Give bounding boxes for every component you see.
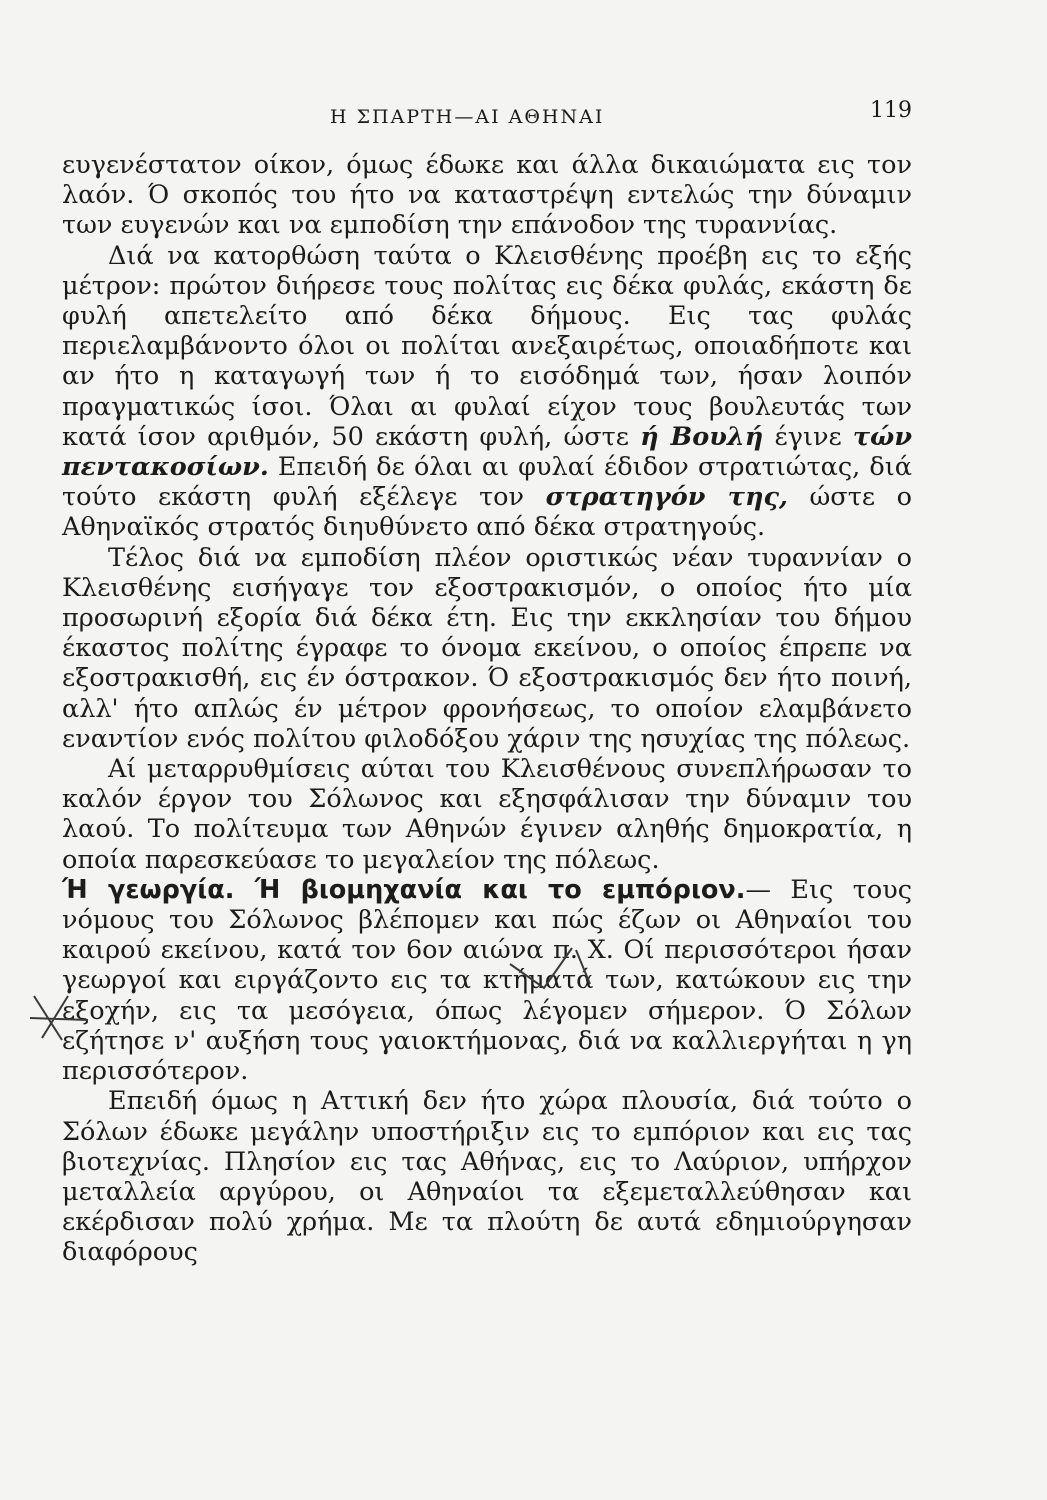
page-body: [62, 150, 912, 1268]
paragraph-reforms: Αί μεταρρυθμίσεις αύται του Κλεισθένους συνεπλήρωσαν το καλόν έργον του Σόλωνος και εξησφάλισαν την δύναμιν του λαού. Το πολίτευμα των Αθηνών έγινεν αληθής δημοκρατία, η οποία παρεσκεύασε το μεγαλείον της πόλεως.: [62, 754, 912, 875]
text-run: Διά να κατορθώση ταύτα ο Κλεισθένης προέβη εις το εξής μέτρον: πρώτον διήρεσε τους πολίτας εις δέκα φυλάς, εκάστη δε φυλή απετελείτο από δέκα δήμους. Εις τας φυλάς περιελαμβάνοντο όλοι οι πολίται ανεξαιρέτως, οποιαδήποτε και αν ήτο η καταγωγή των ή το εισόδημά των, ήσαν λοιπόν πραγματικώς ίσοι. Όλαι αι φυλαί είχον τους βουλευτάς των κατά ίσον αριθμόν, 50 εκάστη φυλή, ώστε: [62, 240, 912, 452]
section-heading: Ή γεωργία. Ή βιομηχανία και το εμπόριον.: [62, 874, 746, 905]
text-run: ώστε ο Αθηναϊκός στρατός διηυθύνετο από δέκα στρατηγούς.: [62, 482, 912, 543]
text-run: έγινε: [774, 421, 842, 452]
text-run: Επειδή δε όλαι αι φυλαί έδιδον στρατιώτας, διά τούτο εκάστη φυλή εξέλεγε τον: [62, 452, 912, 513]
pencil-annotation-check: [508, 944, 598, 990]
paragraph-commerce: Επειδή όμως η Αττική δεν ήτο χώρα πλουσία, διά τούτο ο Σόλων έδωκε μεγάλην υποστήριξιν εις το εμπόριον και εις τας βιοτεχνίας. Πλησίον εις τας Αθήνας, εις το Λαύριον, υπήρχον μεταλλεία αργύρου, οι Αθηναίοι τα εξεμεταλλεύθησαν και εκέρδισαν πολύ χρήμα. Με τα πλούτη δε αυτά εδημιούργησαν διαφόρους: [62, 1086, 912, 1268]
page-number: 119: [870, 98, 912, 123]
paragraph-kleisthenes-tribes: [62, 241, 912, 543]
paragraph-ostracism: Τέλος διά να εμποδίση πλέον οριστικώς νέαν τυραννίαν ο Κλεισθένης εισήγαγε τον εξοστρακισμόν, ο οποίος ήτο μία προσωρινή εξορία διά δέκα έτη. Εις την εκκλησίαν του δήμου έκαστος πολίτης έγραφε το όνομα εκείνου, ο οποίος έπρεπε να εξοστρακισθή, εις έν όστρακον. Ό εξοστρακισμός δεν ήτο ποινή, αλλ' ήτο απλώς έν μέτρον φρονήσεως, το οποίον ελαμβάνετο εναντίον ενός πολίτου φιλοδόξου χάριν της ησυχίας της πόλεως.: [62, 542, 912, 754]
pencil-annotation-mark: [28, 990, 90, 1046]
running-title: Η ΣΠΑΡΤΗ—ΑΙ ΑΘΗΝΑΙ: [330, 106, 605, 128]
paragraph-agriculture: [62, 875, 912, 1086]
text-run: — Εις τους νόμους του Σόλωνος βλέπομεν και πώς έζων οι Αθηναίοι του καιρού εκείνου, κατά τον 6ον αιώνα π. Χ. Οί περισσότεροι ήσαν γεωργοί και ειργάζοντο εις τα κτήματά των, κατώκουν εις την εξοχήν, εις τα μεσόγεια, όπως λέγομεν σήμερον. Ό Σόλων εζήτησε ν' αυξήση τους γαιοκτήμονας, διά να καλλιεργήται η γη περισσότερον.: [62, 874, 912, 1087]
emphasis-boule: ή Βουλή: [640, 421, 764, 452]
emphasis-five-hundred: τών πεντακοσίων.: [62, 421, 913, 483]
paragraph-continuation: ευγενέστατον οίκον, όμως έδωκε και άλλα δικαιώματα εις τον λαόν. Ό σκοπός του ήτο να καταστρέψη εντελώς την δύναμιν των ευγενών και να εμποδίση την επάνοδον της τυραννίας.: [62, 150, 912, 241]
emphasis-strategos: στρατηγόν της,: [545, 482, 788, 513]
